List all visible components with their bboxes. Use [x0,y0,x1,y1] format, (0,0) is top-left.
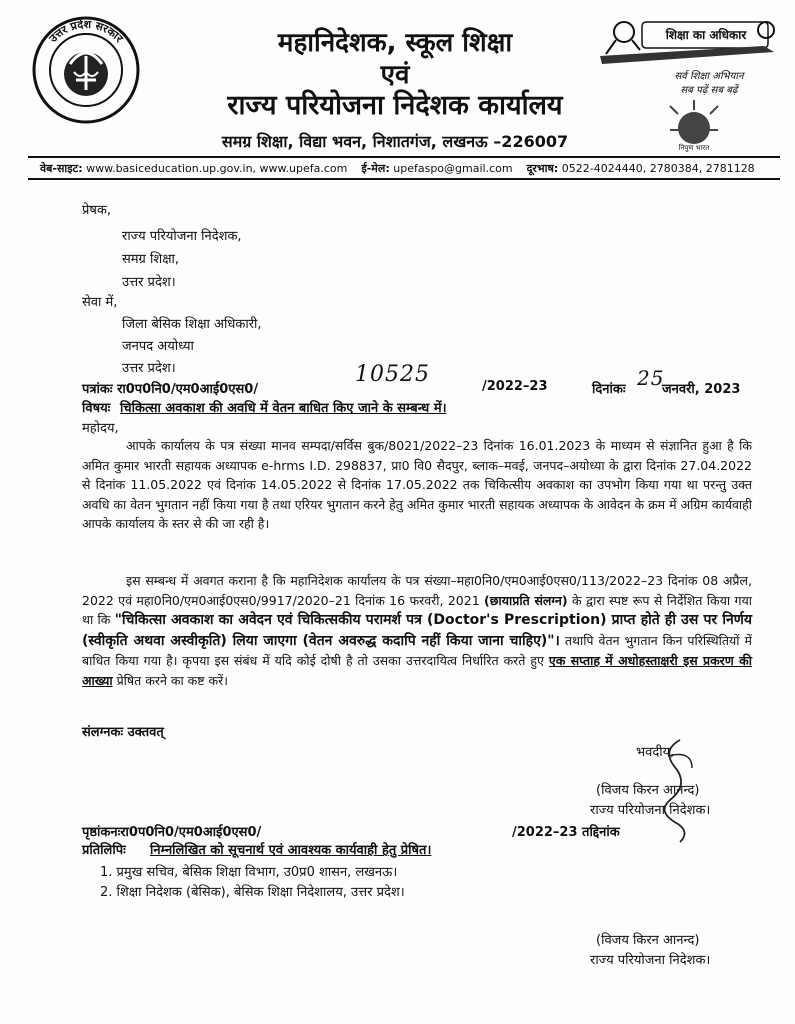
enclosure: संलग्नकः उक्तवत् [82,725,164,740]
paragraph-2 [82,571,752,690]
contact-divider [28,178,780,180]
paragraph-2-enclosure-note: (छायाप्रति संलग्न) [484,592,568,608]
copy-item-2: 2. शिक्षा निदेशक (बेसिक), बेसिक शिक्षा निदेशालय, उत्तर प्रदेश। [100,885,405,900]
sender-label: प्रेषक, [82,203,112,218]
handwritten-date: 25 [637,366,665,390]
recipient-line3: उत्तर प्रदेश। [122,361,176,376]
ssa-slogan-line1: सर्व शिक्षा अभियान [674,71,744,82]
header-divider [28,156,780,158]
header-title-line2: एवं [380,60,410,90]
recipient-line2: जनपद अयोध्या [122,339,194,354]
web-label: वेब-साइट: [40,162,83,175]
sender-line3: उत्तर प्रदेश। [122,275,176,290]
paragraph-2-part4: प्रेषित करने का कष्ट करें। [116,672,228,688]
copy-label: प्रतिलिपिः [82,843,126,858]
patrank-label: पत्रांकः रा0प0नि0/एम0आई0एस0/ [82,382,259,397]
email-label: ई-मेल: [361,162,390,175]
recipient-label: सेवा में, [82,295,118,310]
copy-item-1: 1. प्रमुख सचिव, बेसिक शिक्षा विभाग, उ0प्र0 शासन, लखनऊ। [100,865,398,880]
handwritten-letter-number: 10525 [355,362,430,387]
header-address: समग्र शिक्षा, विद्या भवन, निशातगंज, लखनऊ –226007 [221,132,569,151]
email-value: upefaspo@gmail.com [393,162,513,175]
rte-ssa-logo [594,10,784,150]
closing-bhavdiya: भवदीय, [636,745,675,760]
header-title-line1: महानिदेशक, स्कूल शिक्षा [277,28,513,58]
signatory-name-2: (विजय किरन आनन्द) [596,933,700,948]
phone-label: दूरभाष: [526,162,559,175]
endorsement-ref-label: पृष्ठांकनःरा0प0नि0/एम0आई0एस0/ [82,825,262,840]
contact-line [40,161,785,176]
paragraph-2-quote: "चिकित्सा अवकाश का अवेदन एवं चिकित्सकीय परामर्श पत्र (Doctor's Prescription) प्राप्त होते ही उस पर निर्णय (स्वीकृति अथवा अस्वीकृति) लिया जाएगा (वेतन अवरुद्ध कदापि नहीं किया जाना चाहिए)"। [82,612,752,649]
ssa-slogan-line2: सब पढ़ें सब बढ़ें [680,85,738,96]
nipun-bharat-label: निपुण भारत [678,144,710,152]
sender-line1: राज्य परियोजना निदेशक, [122,229,242,244]
signatory-designation-2: राज्य परियोजना निदेशक। [590,953,711,968]
subject-label: विषयः [82,401,111,416]
signatory-designation: राज्य परियोजना निदेशक। [590,803,711,818]
paragraph-2-part3: तथापि वेतन भुगतान किन परिस्थितियों में बाधित किया गया है। कृपया इस संबंध में यदि कोई दोषी है तो उसका उत्तरदायित्व निर्धारित करते हुए [82,632,752,668]
subject-text: चिकित्सा अवकाश की अवधि में वेतन बाधित किए जाने के सम्बन्ध में। [120,401,447,416]
date-rest: जनवरी, 2023 [662,382,741,397]
paragraph-1-text: आपके कार्यालय के पत्र संख्या मानव सम्पदा/सर्विस बुक/8021/2022–23 दिनांक 16.01.2023 के माध्यम से संज्ञानित हुआ है कि अमित कुमार भारती सहायक अध्यापक e-hrms I.D. 298837, प्रा0 वि0 सैदपुर, ब्लाक–मवई, जनपद–अयोध्या के द्वारा दिनांक 27.04.2022 से दिनांक 11.05.2022 एवं दिनांक 14.05.2022 से दिनांक 17.05.2022 तक चिकित्सीय अवकाश का उपभोग किया गया था परन्तु उक्त अवधि का वेतन भुगतान नहीं किया गया है तथा एरियर भुगतान करने हेतु अमित कुमार भारती सहायक अध्यापक के आवेदन के क्रम में अग्रिम कार्यवाही आपके कार्यालय के स्तर से की जा रही है। [82,438,753,531]
recipient-line1: जिला बेसिक शिक्षा अधिकारी, [122,317,262,332]
seal-text: उत्तर प्रदेश सरकार [46,17,126,46]
sender-line2: समग्र शिक्षा, [122,252,180,267]
web-value: www.basiceducation.up.gov.in, www.upefa.com [86,162,348,175]
patrank-year: /2022–23 [482,379,548,394]
up-government-seal-icon [30,14,142,126]
salutation: महोदय, [82,421,119,436]
copy-text: निम्नलिखित को सूचनार्थ एवं आवश्यक कार्यवाही हेतु प्रेषित। [150,843,432,858]
paragraph-2-part2: के द्वारा स्पष्ट रूप से निर्देशित किया गया था कि [82,592,752,627]
endorsement-ref-rest: /2022–23 तद्दिनांक [512,825,620,840]
svg-text:उत्तर प्रदेश सरकार [46,17,126,46]
header-title-line3: राज्य परियोजना निदेशक कार्यालय [227,90,563,121]
rte-badge-text: शिक्षा का अधिकार [665,28,747,42]
paragraph-2-deadline: एक सप्ताह में अधोहस्ताक्षरी इस प्रकरण की आख्या [82,653,752,688]
paragraph-2-part1: इस सम्बन्ध में अवगत कराना है कि महानिदेशक कार्यालय के पत्र संख्या–महा0नि0/एम0आई0एस0/113/2022–23 दिनांक 08 अप्रैल, 2022 एवं महा0नि0/एम0आई0एस0/9917/2020–21 दिनांक 16 फरवरी, 2021 [82,573,752,608]
phone-value: 0522-4024440, 2780384, 2781128 [561,162,755,175]
paragraph-1 [82,436,752,534]
date-label: दिनांकः [592,382,626,397]
signatory-name: (विजय किरन आनन्द) [596,783,700,798]
